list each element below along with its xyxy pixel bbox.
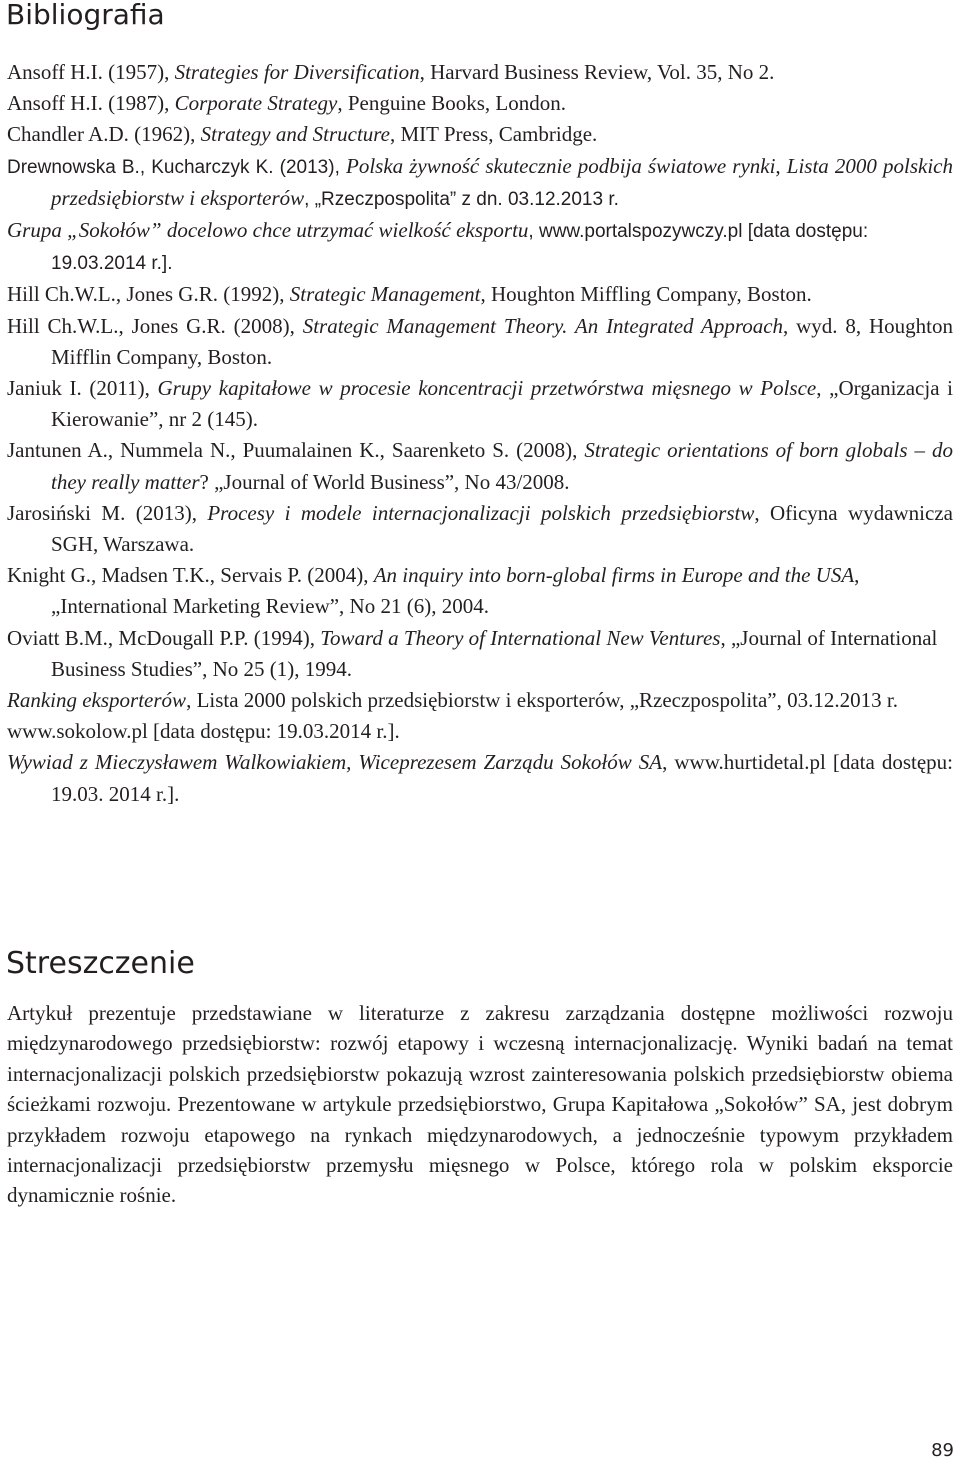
reference-details: , wyd. 8, Houghton Mifflin Company, Boston. <box>51 313 953 369</box>
reference-authors: Oviatt B.M., McDougall P.P. (1994), <box>7 625 321 650</box>
reference-authors: Janiuk I. (2011), <box>7 376 158 401</box>
reference-entry <box>7 311 953 373</box>
reference-authors: Knight G., Madsen T.K., Servais P. (2004), <box>7 563 374 588</box>
reference-authors: www.sokolow.pl [data dostępu: 19.03.2014 r.]. <box>7 719 400 744</box>
reference-authors: Drewnowska B., Kucharczyk K. (2013), <box>7 156 346 178</box>
reference-details: , Harvard Business Review, Vol. 35, No 2. <box>419 60 775 84</box>
reference-details: , „Rzeczpospolita” z dn. 03.12.2013 r. <box>304 188 619 210</box>
reference-details: , Houghton Miffling Company, Boston. <box>480 282 812 307</box>
reference-entry <box>7 623 953 685</box>
reference-details: , „Journal of International Business Studies”, No 25 (1), 1994. <box>51 625 938 681</box>
reference-details: , MIT Press, Cambridge. <box>390 122 598 147</box>
reference-entry <box>7 151 953 215</box>
reference-title: Wywiad z Mieczysławem Walkowiakiem, Wiceprezesem Zarządu Sokołów SA <box>7 750 663 775</box>
reference-entry <box>7 685 953 716</box>
reference-title: Procesy i modele internacjonalizacji polskich przedsiębiorstw <box>207 500 755 525</box>
summary-paragraph: Artykuł prezentuje przedstawiane w literaturze z zakresu zarządzania dostępne możliwości rozwoju międzynarodowego przedsiębiorstw: rozwój etapowy i wczesną internacjonalizację. Wyniki badań na temat internacjonalizacji polskich przedsiębiorstw pokazują wzrost zainteresowania polskich przedsiębiorstw obiema ścieżkami rozwoju. Prezentowane w artykule przedsiębiorstwo, Grupa Kapitałowa „Sokołów” SA, jest dobrym przykładem rozwoju etapowego na rynkach międzynarodowych, a jednocześnie typowym przykładem internacjonalizacji przedsiębiorstw przemysłu mięsnego w Polsce, którego rola w polskim eksporcie dynamicznie rośnie. <box>7 1001 953 1208</box>
reference-title: Grupa „Sokołów” docelowo chce utrzymać wielkość eksportu <box>7 218 529 243</box>
reference-authors: Chandler A.D. (1962), <box>7 122 201 147</box>
reference-entry <box>7 279 953 310</box>
reference-authors: Jarosiński M. (2013), <box>7 500 208 525</box>
reference-details: , www.hurtidetal.pl [data dostępu: 19.03. 2014 r.]. <box>51 750 953 806</box>
reference-authors: Hill Ch.W.L., Jones G.R. (1992), <box>7 282 290 307</box>
reference-title: Grupy kapitałowe w procesie koncentracji przetwórstwa mięsnego w Polsce <box>157 376 817 401</box>
reference-title: Strategies for Diversification <box>174 60 420 84</box>
reference-authors: Hill Ch.W.L., Jones G.R. (2008), <box>7 313 303 338</box>
reference-details: , www.portalspozywczy.pl [data dostępu: 19.03.2014 r.]. <box>51 221 869 275</box>
bibliography-list <box>7 57 953 810</box>
reference-title: Corporate Strategy <box>174 91 338 116</box>
reference-entry <box>7 747 953 809</box>
reference-entry <box>7 57 953 88</box>
reference-details: , Penguine Books, London. <box>337 91 567 116</box>
reference-entry <box>7 215 953 279</box>
reference-title: Ranking eksporterów <box>7 688 187 713</box>
reference-title: Toward a Theory of International New Ventures <box>320 625 721 650</box>
reference-entry <box>7 119 953 150</box>
reference-title: An inquiry into born-global firms in Europe and the USA <box>373 563 855 588</box>
reference-details: ? „Journal of World Business”, No 43/2008. <box>199 469 570 494</box>
reference-entry <box>7 373 953 435</box>
reference-details: , „International Marketing Review”, No 21 (6), 2004. <box>51 563 860 619</box>
bibliography-heading: Bibliografia <box>6 0 165 31</box>
reference-entry <box>7 560 953 622</box>
reference-title: Strategic Management <box>289 282 481 307</box>
reference-title: Polska żywność skutecznie podbija światowe rynki, Lista 2000 polskich przedsiębiorstw i eksporterów <box>51 153 953 210</box>
reference-entry <box>7 716 953 747</box>
reference-authors: Ansoff H.I. (1957), <box>7 60 175 84</box>
reference-details: , Lista 2000 polskich przedsiębiorstw i eksporterów, „Rzeczpospolita”, 03.12.2013 r. <box>186 688 898 713</box>
summary-heading: Streszczenie <box>6 946 195 981</box>
reference-entry <box>7 88 953 119</box>
reference-details: , Oficyna wydawnicza SGH, Warszawa. <box>51 500 953 557</box>
reference-details: , „Organizacja i Kierowanie”, nr 2 (145). <box>51 376 953 432</box>
reference-title: Strategy and Structure <box>200 122 390 147</box>
page-number: 89 <box>931 1440 954 1461</box>
reference-authors: Jantunen A., Nummela N., Puumalainen K., Saarenketo S. (2008), <box>7 438 585 463</box>
reference-authors: Ansoff H.I. (1987), <box>7 91 175 116</box>
reference-title: Strategic Management Theory. An Integrated Approach <box>302 313 784 338</box>
reference-title: Strategic orientations of born globals – do they really matter <box>51 438 953 494</box>
reference-entry <box>7 498 953 560</box>
reference-entry <box>7 435 953 497</box>
